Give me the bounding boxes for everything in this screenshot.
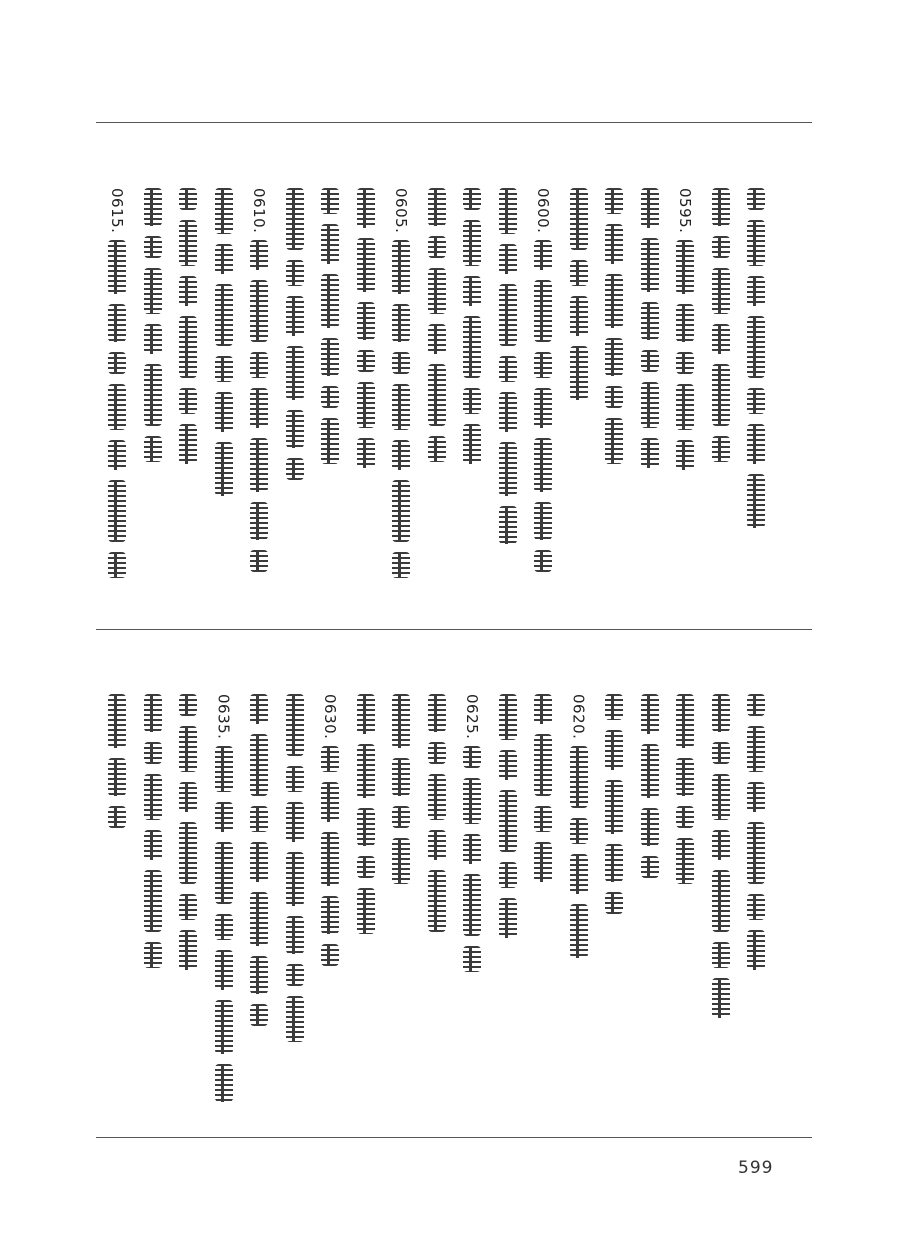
script-word (357, 350, 375, 372)
script-word (499, 750, 517, 780)
script-word (108, 384, 126, 430)
script-word (428, 436, 446, 462)
text-column (530, 188, 556, 608)
script-word (747, 694, 765, 716)
script-word (357, 188, 375, 228)
middle-rule (96, 629, 812, 630)
script-word (250, 502, 268, 540)
script-word (179, 316, 197, 378)
text-column (246, 694, 272, 1114)
script-word (144, 324, 162, 354)
script-word (357, 744, 375, 798)
script-word (250, 352, 268, 378)
script-word (463, 316, 481, 378)
script-word (641, 744, 659, 798)
entry-number: 0625. (463, 694, 481, 740)
script-word (605, 338, 623, 376)
script-word (605, 224, 623, 264)
script-word (712, 742, 730, 764)
script-word (747, 726, 765, 772)
script-word (144, 694, 162, 732)
text-column (388, 188, 414, 608)
script-word (357, 856, 375, 878)
script-word (286, 802, 304, 842)
script-word (605, 892, 623, 914)
script-word (570, 188, 588, 250)
entry-number: 0610. (250, 188, 268, 234)
script-word (676, 806, 694, 828)
script-word (499, 356, 517, 382)
script-word (534, 694, 552, 724)
text-column (530, 694, 556, 1114)
script-word (499, 442, 517, 496)
script-word (392, 552, 410, 578)
script-word (570, 818, 588, 844)
script-word (215, 284, 233, 346)
script-word (392, 384, 410, 430)
script-word (676, 838, 694, 884)
script-word (463, 874, 481, 936)
script-word (747, 316, 765, 378)
script-word (321, 746, 339, 772)
script-word (357, 302, 375, 340)
script-word (428, 870, 446, 932)
script-word (605, 386, 623, 408)
script-word (179, 220, 197, 266)
bottom-rule (96, 1137, 812, 1138)
script-word (392, 694, 410, 748)
script-word (286, 852, 304, 906)
script-word (463, 946, 481, 972)
script-word (215, 1064, 233, 1102)
text-column (566, 694, 592, 1114)
script-word (428, 774, 446, 820)
script-word (357, 694, 375, 734)
script-word (392, 758, 410, 796)
text-column (211, 694, 237, 1114)
script-word (321, 338, 339, 376)
script-word (676, 352, 694, 374)
script-word (250, 892, 268, 946)
script-word (747, 220, 765, 266)
script-word (747, 930, 765, 970)
script-word (570, 746, 588, 808)
script-word (144, 942, 162, 968)
script-word (108, 440, 126, 470)
script-word (428, 188, 446, 226)
script-word (144, 774, 162, 820)
script-word (712, 364, 730, 426)
script-word (250, 388, 268, 428)
script-word (676, 694, 694, 748)
script-word (286, 188, 304, 250)
script-word (357, 382, 375, 428)
script-word (605, 418, 623, 464)
script-word (712, 870, 730, 932)
script-word (641, 694, 659, 734)
text-column (282, 694, 308, 1114)
script-word (179, 276, 197, 306)
script-word (534, 502, 552, 540)
script-word (570, 904, 588, 958)
script-word (712, 236, 730, 258)
text-column (459, 188, 485, 608)
script-word (179, 894, 197, 920)
script-word (463, 276, 481, 306)
script-word (605, 188, 623, 214)
script-word (108, 758, 126, 796)
text-column (246, 188, 272, 608)
script-word (463, 388, 481, 414)
script-word (215, 244, 233, 274)
script-word (144, 870, 162, 932)
script-word (641, 188, 659, 228)
page-number: 599 (738, 1158, 774, 1178)
script-word (357, 238, 375, 292)
script-word (499, 188, 517, 234)
script-word (534, 438, 552, 492)
script-word (179, 388, 197, 414)
script-word (428, 268, 446, 314)
script-word (712, 830, 730, 860)
script-word (463, 424, 481, 464)
script-word (747, 782, 765, 812)
script-word (250, 280, 268, 342)
script-word (712, 436, 730, 462)
script-word (534, 388, 552, 428)
script-word (215, 442, 233, 496)
script-word (428, 236, 446, 258)
script-word (499, 898, 517, 938)
script-word (215, 842, 233, 904)
script-word (250, 1004, 268, 1026)
script-word (499, 392, 517, 432)
script-word (179, 822, 197, 884)
text-column (317, 694, 343, 1114)
script-word (179, 782, 197, 812)
script-word (712, 188, 730, 226)
script-word (747, 474, 765, 528)
script-word (250, 240, 268, 270)
script-word (144, 268, 162, 314)
script-word (712, 774, 730, 820)
script-word (712, 268, 730, 314)
text-column (708, 188, 734, 608)
script-word (605, 730, 623, 770)
script-word (144, 436, 162, 462)
script-word (250, 842, 268, 882)
script-word (286, 964, 304, 986)
script-word (712, 978, 730, 1018)
script-word (499, 284, 517, 346)
script-word (534, 734, 552, 796)
script-word (605, 694, 623, 720)
script-word (321, 418, 339, 464)
script-word (250, 806, 268, 832)
script-word (144, 830, 162, 860)
script-word (215, 356, 233, 382)
script-word (747, 822, 765, 884)
script-word (605, 844, 623, 882)
script-word (392, 838, 410, 884)
script-word (108, 552, 126, 578)
script-word (534, 842, 552, 882)
script-word (321, 386, 339, 408)
script-word (250, 694, 268, 724)
text-column (566, 188, 592, 608)
script-word (179, 726, 197, 772)
script-word (321, 896, 339, 934)
text-column (601, 694, 627, 1114)
text-column (424, 694, 450, 1114)
text-column (175, 694, 201, 1114)
script-word (286, 410, 304, 448)
script-word (641, 808, 659, 846)
script-word (534, 806, 552, 832)
script-word (641, 302, 659, 340)
script-word (286, 916, 304, 954)
script-word (286, 694, 304, 756)
script-word (321, 188, 339, 214)
text-column (104, 188, 130, 608)
script-word (144, 742, 162, 764)
script-word (392, 240, 410, 294)
text-column (459, 694, 485, 1114)
script-word (179, 694, 197, 716)
entry-number: 0620. (569, 694, 588, 740)
entry-number: 0600. (534, 188, 552, 234)
script-word (499, 506, 517, 544)
text-column (388, 694, 414, 1114)
text-column (743, 694, 769, 1114)
text-column (601, 188, 627, 608)
text-column (637, 188, 663, 608)
script-word (428, 742, 446, 764)
text-column (353, 188, 379, 608)
script-word (144, 364, 162, 426)
script-word (428, 324, 446, 354)
top-text-panel (96, 188, 812, 608)
text-column (495, 188, 521, 608)
text-column (672, 694, 698, 1114)
script-word (499, 244, 517, 274)
text-column (495, 694, 521, 1114)
text-column (637, 694, 663, 1114)
script-word (144, 188, 162, 226)
script-word (641, 350, 659, 372)
script-word (392, 352, 410, 374)
text-column (353, 694, 379, 1114)
script-word (215, 746, 233, 792)
script-word (463, 778, 481, 824)
script-word (215, 1000, 233, 1054)
script-word (357, 438, 375, 468)
script-word (321, 944, 339, 966)
script-word (712, 694, 730, 732)
script-word (321, 224, 339, 264)
script-word (499, 862, 517, 888)
script-word (463, 834, 481, 864)
script-word (144, 236, 162, 258)
script-word (463, 746, 481, 768)
script-word (747, 276, 765, 306)
script-word (108, 806, 126, 828)
script-word (605, 780, 623, 834)
text-column (211, 188, 237, 608)
entry-number: 0605. (392, 188, 410, 234)
script-word (676, 384, 694, 430)
script-word (286, 346, 304, 400)
script-word (712, 942, 730, 968)
script-word (641, 238, 659, 292)
script-word (215, 950, 233, 990)
script-word (286, 996, 304, 1042)
script-word (747, 388, 765, 414)
script-word (463, 220, 481, 266)
script-word (499, 790, 517, 852)
script-word (534, 550, 552, 572)
script-word (108, 480, 126, 542)
script-word (463, 188, 481, 210)
script-word (676, 440, 694, 470)
text-column (140, 694, 166, 1114)
script-word (215, 914, 233, 940)
script-word (357, 888, 375, 934)
script-word (286, 260, 304, 286)
text-column (282, 188, 308, 608)
script-word (499, 694, 517, 740)
entry-number: 0615. (108, 188, 126, 234)
script-word (179, 188, 197, 210)
script-word (179, 424, 197, 464)
top-rule (96, 122, 812, 123)
text-column (672, 188, 698, 608)
text-column (317, 188, 343, 608)
script-word (605, 274, 623, 328)
script-word (534, 240, 552, 270)
script-word (286, 296, 304, 336)
script-word (250, 550, 268, 572)
script-word (286, 766, 304, 792)
script-word (570, 346, 588, 400)
script-word (321, 274, 339, 328)
script-word (108, 240, 126, 294)
bottom-text-panel (96, 694, 812, 1114)
script-word (286, 458, 304, 480)
script-word (641, 382, 659, 428)
entry-number: 0635. (214, 694, 233, 740)
text-column (140, 188, 166, 608)
script-word (215, 392, 233, 432)
script-word (747, 894, 765, 920)
script-word (108, 694, 126, 748)
script-word (747, 188, 765, 210)
script-word (676, 758, 694, 796)
script-word (392, 440, 410, 470)
script-word (570, 854, 588, 894)
script-word (712, 324, 730, 354)
script-word (428, 830, 446, 860)
entry-number: 0595. (676, 188, 694, 234)
script-word (357, 808, 375, 846)
script-word (215, 188, 233, 234)
script-word (392, 480, 410, 542)
text-column (104, 694, 130, 1114)
text-column (175, 188, 201, 608)
script-word (321, 832, 339, 886)
text-column (708, 694, 734, 1114)
script-word (641, 438, 659, 468)
script-word (534, 280, 552, 342)
entry-number: 0630. (321, 694, 339, 740)
script-word (250, 956, 268, 994)
script-word (428, 694, 446, 732)
script-word (570, 260, 588, 286)
script-word (641, 856, 659, 878)
script-word (534, 352, 552, 378)
script-word (215, 802, 233, 832)
script-word (108, 304, 126, 342)
script-word (392, 806, 410, 828)
script-word (250, 734, 268, 796)
script-word (570, 296, 588, 336)
text-column (743, 188, 769, 608)
script-word (676, 304, 694, 342)
script-word (250, 438, 268, 492)
script-word (321, 782, 339, 822)
text-column (424, 188, 450, 608)
script-word (747, 424, 765, 464)
script-word (676, 240, 694, 294)
script-word (108, 352, 126, 374)
script-word (428, 364, 446, 426)
script-word (392, 304, 410, 342)
script-word (179, 930, 197, 970)
